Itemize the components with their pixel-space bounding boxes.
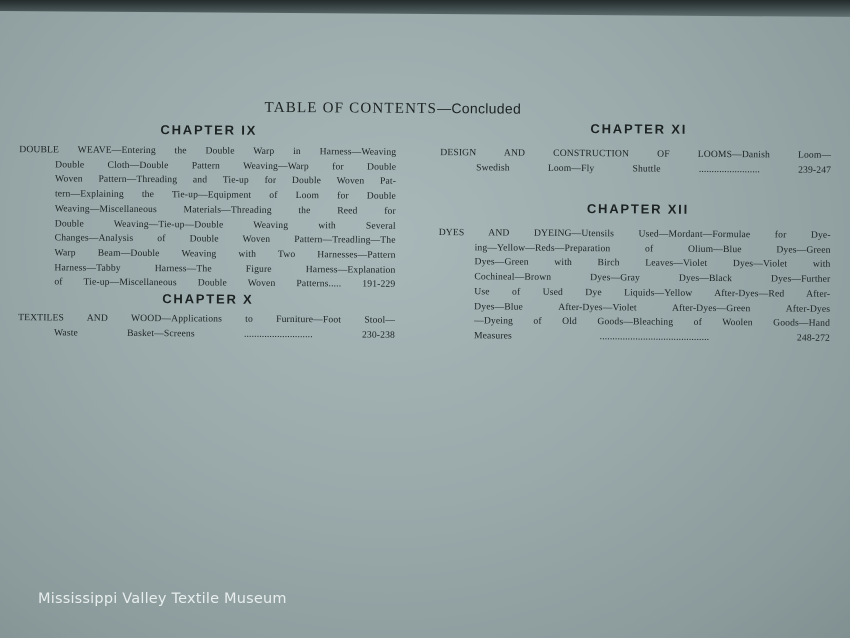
watermark-text: Mississippi Valley Textile Museum xyxy=(38,591,287,607)
chapter-ix-entry xyxy=(18,143,396,293)
entry-line: Dyes—Blue After-Dyes—Violet After-Dyes—Green After-Dyes xyxy=(474,300,831,315)
entry-line: TEXTILES AND WOOD—Applications to Furniture—Foot Stool— xyxy=(18,312,396,326)
entry-line: Warp Beam—Double Weaving with Two Harnesses—Pattern xyxy=(54,247,396,261)
entry-line: Cochineal—Brown Dyes—Gray Dyes—Black Dyes—Further xyxy=(474,271,831,285)
entry-line: Woven Pattern—Threading and Tie-up for Double Woven Pat- xyxy=(55,173,397,188)
entry-line: Use of Used Dye Liquids—Yellow After-Dyes—Red After- xyxy=(474,286,831,300)
entry-line: tern—Explaining the Tie-up—Equipment of Loom for Double xyxy=(54,188,396,202)
entry-line: of Tie-up—Miscellaneous Double Woven Patterns..... 191-229 xyxy=(54,276,396,291)
entry-line: DYES AND DYEING—Utensils Used—Mordant—Formulae for Dye- xyxy=(438,227,831,241)
entry-line: DESIGN AND CONSTRUCTION OF LOOMS—Danish Loom— xyxy=(440,147,832,161)
entry-line: Harness—Tabby Harness—The Figure Harness—Explanation xyxy=(54,262,396,276)
entry-line: Swedish Loom—Fly Shuttle ........................ 239-247 xyxy=(476,162,832,176)
page-title xyxy=(265,99,522,119)
entry-line: —Dyeing of Old Goods—Bleaching of Woolen Goods—Hand xyxy=(474,315,831,330)
chapter-xii-entry xyxy=(438,226,831,346)
entry-line: Waste Basket—Screens ........................... 230-238 xyxy=(53,327,396,341)
entry-line: Changes—Analysis of Double Woven Pattern—Treadling—The xyxy=(54,232,396,246)
chapter-xi-heading: CHAPTER XI xyxy=(590,121,688,137)
entry-line: ing—Yellow—Reds—Preparation of Olium—Blue Dyes—Green xyxy=(474,242,831,256)
entry-line: Weaving—Miscellaneous Materials—Threading the Reed for xyxy=(54,203,396,217)
chapter-ix-heading: CHAPTER IX xyxy=(160,122,258,138)
title-suffix: —Concluded xyxy=(437,100,522,117)
entry-line: DOUBLE WEAVE—Entering the Double Warp in Harness—Weaving xyxy=(19,144,397,158)
book-page xyxy=(0,11,850,638)
entry-line: Measures ........................................... 248-272 xyxy=(473,330,831,344)
entry-line: Double Weaving—Tie-up—Double Weaving with Several xyxy=(54,217,396,232)
chapter-xii-heading: CHAPTER XII xyxy=(586,201,690,217)
entry-line: Dyes—Green with Birch Leaves—Violet Dyes—Violet with xyxy=(474,256,831,271)
entry-line: Double Cloth—Double Pattern Weaving—Warp for Double xyxy=(55,159,397,173)
chapter-xi-entry xyxy=(440,146,831,178)
chapter-x-entry xyxy=(18,311,395,343)
chapter-x-heading: CHAPTER X xyxy=(162,291,254,307)
title-main: TABLE OF CONTENTS xyxy=(264,99,438,118)
